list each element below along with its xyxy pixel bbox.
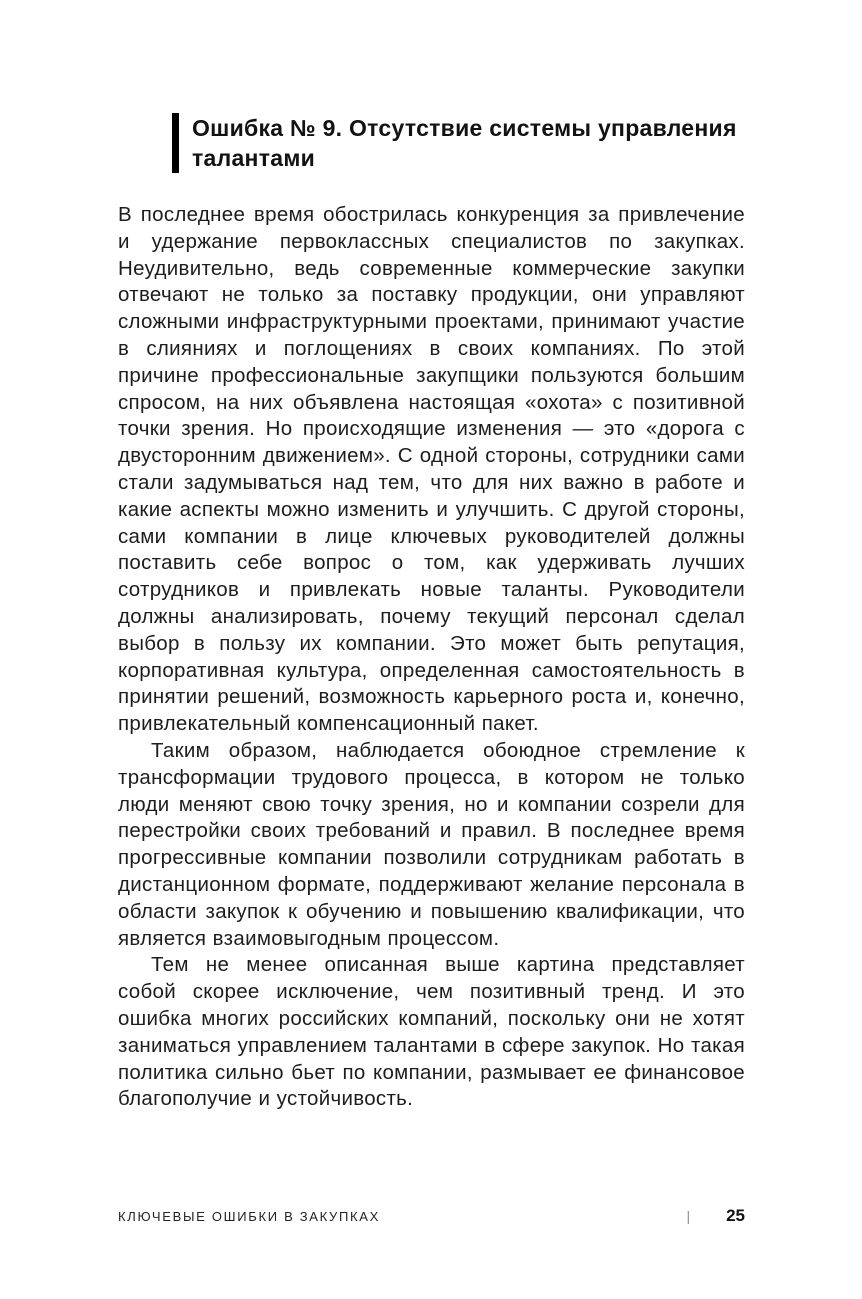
- section-heading: Ошибка № 9. Отсутствие системы управления талантами: [192, 115, 737, 171]
- body-text: [118, 202, 745, 1113]
- paragraph-3: Тем не менее описанная выше картина представляет собой скорее исключение, чем позитивный тренд. И это ошибка многих российских компаний, поскольку они не хотят заниматься управлением талантами в сфере закупок. Но такая политика сильно бьет по компании, размывает ее финансовое благополучие и устойчивость.: [118, 953, 745, 1111]
- paragraph-2: Таким образом, наблюдается обоюдное стремление к трансформации трудового процесса, в котором не только люди меняют свою точку зрения, но и компании созрели для перестройки своих требований и правил. В последнее время прогрессивные компании позволили сотрудникам работать в дистанционном формате, поддерживают желание персонала в области закупок к обучению и повышению квалификации, что является взаимовыгодным процессом.: [118, 738, 745, 950]
- page-info: [686, 1206, 745, 1226]
- footer-separator: |: [686, 1208, 691, 1224]
- page-content: [118, 113, 745, 1113]
- page-number: 25: [726, 1206, 745, 1225]
- running-footer-title: КЛЮЧЕВЫЕ ОШИБКИ В ЗАКУПКАХ: [118, 1209, 381, 1224]
- section-heading-block: [172, 113, 745, 173]
- page-footer: [118, 1206, 745, 1226]
- paragraph-1: В последнее время обострилась конкуренция за привлечение и удержание первоклассных специалистов по закупках. Неудивительно, ведь современные коммерческие закупки отвечают не только за поставку продукции, они управляют сложными инфраструктурными проектами, принимают участие в слияниях и поглощениях в своих компаниях. По этой причине профессиональные закупщики пользуются большим спросом, на них объявлена настоящая «охота» с позитивной точки зрения. Но происходящие изменения — это «дорога с двусторонним движением». С одной стороны, сотрудники сами стали задумываться над тем, что для них важно в работе и какие аспекты можно изменить и улучшить. С другой стороны, сами компании в лице ключевых руководителей должны поставить себе вопрос о том, как удерживать лучших сотрудников и привлекать новые таланты. Руководители должны анализировать, почему текущий персонал сделал выбор в пользу их компании. Это может быть репутация, корпоративная культура, определенная самостоятельность в принятии решений, возможность карьерного роста и, конечно, привлекательный компенсационный пакет.: [118, 203, 745, 736]
